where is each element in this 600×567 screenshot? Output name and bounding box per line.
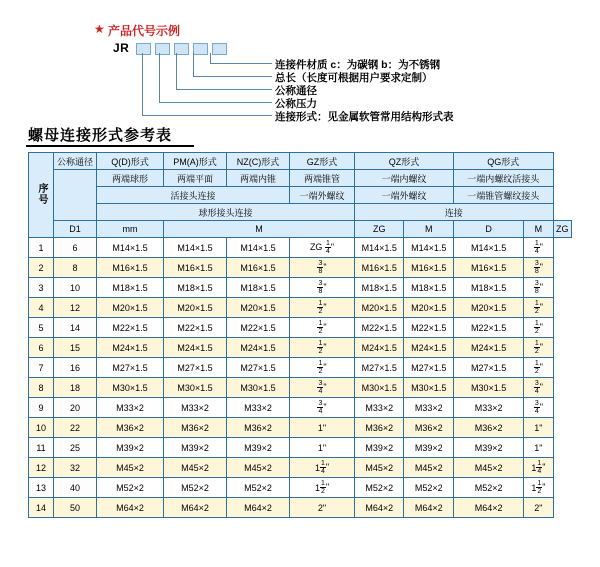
row-dn: 40 [54,478,97,498]
row-seq: 11 [29,438,54,458]
row-gz-zg: 1 $\frac{1}{4}$ " [290,458,355,478]
leader-vline-5 [142,53,143,115]
row-qd-m: M45×2 [97,458,164,478]
header-m-1: M [164,221,355,238]
row-seq: 9 [29,398,54,418]
section-underline [26,145,194,147]
row-qz-m: M20×1.5 [355,298,404,318]
code-box-2 [155,43,170,55]
row-nzc-m: M18×1.5 [227,278,290,298]
row-nzc-m: M22×1.5 [227,318,290,338]
row-qg-m: M14×1.5 [453,238,523,258]
header-qg: QG形式 [453,153,553,170]
table-row [29,238,572,258]
header-qd-sub: 两端球形 [97,170,164,187]
row-qg-zg: $\frac{1}{2}$ " [524,358,553,378]
legend-label-material: 连接件材质 c：为碳钢 b：为不锈钢 [275,59,441,71]
row-gz-zg: 2" [290,498,355,518]
row-qd-m: M36×2 [97,418,164,438]
row-pma-m: M24×1.5 [164,338,227,358]
row-pma-m: M18×1.5 [164,278,227,298]
row-seq: 5 [29,318,54,338]
leader-hline-3 [176,89,272,90]
header-zg-2: ZG [553,221,571,238]
leader-hline-1 [210,63,272,64]
row-seq: 10 [29,418,54,438]
header-unit-mm: mm [97,221,164,238]
table-row [29,378,572,398]
legend-title: 产品代号示例 [108,24,181,38]
leader-vline-3 [176,53,177,89]
row-dn: 18 [54,378,97,398]
row-qz-d: M45×2 [404,458,453,478]
row-qd-m: M14×1.5 [97,238,164,258]
header-m-3: M [524,221,553,238]
row-qg-m: M52×2 [453,478,523,498]
header-pma: PM(A)形式 [164,153,227,170]
row-pma-m: M16×1.5 [164,258,227,278]
nut-connection-table [28,152,572,518]
row-gz-zg: $\frac{1}{2}$ " [290,298,355,318]
row-nzc-m: M14×1.5 [227,238,290,258]
leader-vline-4 [159,53,160,102]
code-box-1 [136,43,151,55]
row-gz-zg: 1 $\frac{1}{2}$ " [290,478,355,498]
row-nzc-m: M20×1.5 [227,298,290,318]
row-dn: 20 [54,398,97,418]
legend-label-length: 总长（长度可根据用户要求定制） [275,72,433,84]
row-seq: 6 [29,338,54,358]
row-nzc-m: M39×2 [227,438,290,458]
header-nzc-sub: 两端内锥 [227,170,290,187]
table-row [29,418,572,438]
header-zg-1: ZG [355,221,404,238]
row-nzc-m: M24×1.5 [227,338,290,358]
leader-hline-2 [193,76,272,77]
row-seq: 1 [29,238,54,258]
header-union-connect: 活接头连接 [97,187,290,204]
row-qz-d: M14×1.5 [404,238,453,258]
header-union-connect-2: 一端外螺纹 [290,187,355,204]
row-dn: 6 [54,238,97,258]
row-qg-m: M27×1.5 [453,358,523,378]
row-dn: 22 [54,418,97,438]
header-ball-joint: 球形接头连接 [97,204,355,221]
row-qz-d: M36×2 [404,418,453,438]
header-d-col: D [453,221,523,238]
table-body [29,238,572,518]
product-code-legend [0,0,600,123]
table-header-row-2 [29,170,572,187]
legend-label-dn: 公称通径 [275,85,317,97]
row-qg-zg: $\frac{3}{8}$ " [524,278,553,298]
header-gz-sub: 两端锥管 [290,170,355,187]
row-qz-d: M64×2 [404,498,453,518]
row-qz-m: M52×2 [355,478,404,498]
legend-label-conn: 连接形式：见金属软管常用结构形式表 [275,111,454,123]
row-dn: 14 [54,318,97,338]
row-qz-d: M22×1.5 [404,318,453,338]
table-row [29,338,572,358]
row-seq: 14 [29,498,54,518]
row-dn: 25 [54,438,97,458]
row-qg-zg: $\frac{1}{4}$ " [524,238,553,258]
row-qg-zg: $\frac{1}{2}$ " [524,318,553,338]
row-qz-m: M33×2 [355,398,404,418]
row-qz-m: M18×1.5 [355,278,404,298]
row-nzc-m: M64×2 [227,498,290,518]
row-qg-m: M18×1.5 [453,278,523,298]
row-pma-m: M45×2 [164,458,227,478]
leader-hline-4 [159,102,272,103]
row-qz-m: M45×2 [355,458,404,478]
section-title: 螺母连接形式参考表 [28,127,173,144]
row-qz-m: M27×1.5 [355,358,404,378]
table-row [29,278,572,298]
table-row [29,438,572,458]
row-seq: 12 [29,458,54,478]
row-gz-zg: $\frac{1}{2}$ " [290,318,355,338]
row-qz-m: M64×2 [355,498,404,518]
row-qz-d: M16×1.5 [404,258,453,278]
row-qg-zg: $\frac{3}{8}$ " [524,258,553,278]
table-row [29,318,572,338]
row-gz-zg: 1" [290,418,355,438]
row-nzc-m: M30×1.5 [227,378,290,398]
row-qd-m: M22×1.5 [97,318,164,338]
table-row [29,458,572,478]
row-seq: 4 [29,298,54,318]
row-nzc-m: M45×2 [227,458,290,478]
row-qd-m: M20×1.5 [97,298,164,318]
row-qz-d: M39×2 [404,438,453,458]
row-qg-m: M36×2 [453,418,523,438]
row-nzc-m: M27×1.5 [227,358,290,378]
row-qg-zg: $\frac{3}{4}$ " [524,398,553,418]
row-qg-zg: 1 $\frac{1}{2}$ " [524,478,553,498]
table-row [29,358,572,378]
row-pma-m: M64×2 [164,498,227,518]
table-row [29,398,572,418]
row-nzc-m: M33×2 [227,398,290,418]
row-gz-zg: 1" [290,438,355,458]
row-pma-m: M39×2 [164,438,227,458]
row-gz-zg: $\frac{1}{2}$ " [290,338,355,358]
table-header-row-3 [29,187,572,204]
row-qz-m: M14×1.5 [355,238,404,258]
row-qg-m: M30×1.5 [453,378,523,398]
header-qg-sub: 一端内螺纹活接头 [453,170,553,187]
row-pma-m: M20×1.5 [164,298,227,318]
row-seq: 13 [29,478,54,498]
row-qg-m: M20×1.5 [453,298,523,318]
row-qz-m: M24×1.5 [355,338,404,358]
row-qg-m: M33×2 [453,398,523,418]
row-pma-m: M36×2 [164,418,227,438]
row-qd-m: M16×1.5 [97,258,164,278]
row-qg-zg: $\frac{3}{4}$ " [524,378,553,398]
leader-vline-2 [193,53,194,76]
row-dn: 15 [54,338,97,358]
row-qd-m: M39×2 [97,438,164,458]
row-gz-zg: $\frac{3}{8}$ " [290,258,355,278]
header-qz-sub: 一端内螺纹 [355,170,454,187]
table-header-row-4 [29,204,572,221]
row-qz-m: M39×2 [355,438,404,458]
row-qd-m: M27×1.5 [97,358,164,378]
leader-vline-1 [210,53,211,63]
row-qg-m: M39×2 [453,438,523,458]
row-qz-d: M27×1.5 [404,358,453,378]
row-seq: 3 [29,278,54,298]
row-qz-d: M24×1.5 [404,338,453,358]
code-prefix: JR [113,41,130,55]
row-dn: 12 [54,298,97,318]
row-qg-zg: 2" [524,498,553,518]
row-pma-m: M52×2 [164,478,227,498]
row-nzc-m: M52×2 [227,478,290,498]
table-row [29,478,572,498]
leader-hline-5 [142,115,272,116]
row-qg-zg: 1" [524,418,553,438]
row-qg-m: M45×2 [453,458,523,478]
header-seq: 序号 [29,153,54,238]
row-gz-zg: $\frac{1}{2}$ " [290,358,355,378]
row-qz-m: M30×1.5 [355,378,404,398]
row-gz-zg: $\frac{3}{8}$ " [290,278,355,298]
row-qz-d: M30×1.5 [404,378,453,398]
row-gz-zg: $\frac{3}{4}$ " [290,398,355,418]
row-dn: 32 [54,458,97,478]
header-m-2: M [404,221,453,238]
table-row [29,498,572,518]
row-qg-m: M24×1.5 [453,338,523,358]
code-box-5 [212,43,227,55]
row-qg-zg: $\frac{1}{2}$ " [524,338,553,358]
header-qz: QZ形式 [355,153,454,170]
table-header-row-1 [29,153,572,170]
row-qg-m: M64×2 [453,498,523,518]
star-icon: ★ [94,22,105,36]
row-qz-d: M33×2 [404,398,453,418]
row-dn: 10 [54,278,97,298]
row-pma-m: M22×1.5 [164,318,227,338]
row-qd-m: M64×2 [97,498,164,518]
row-qz-m: M16×1.5 [355,258,404,278]
row-seq: 7 [29,358,54,378]
row-qd-m: M52×2 [97,478,164,498]
row-pma-m: M30×1.5 [164,378,227,398]
legend-label-pn: 公称压力 [275,98,317,110]
header-connect: 连接 [355,204,554,221]
code-box-4 [193,43,208,55]
header-dn: 公称通径 [54,153,97,170]
row-qz-d: M20×1.5 [404,298,453,318]
row-qd-m: M24×1.5 [97,338,164,358]
row-dn: 50 [54,498,97,518]
row-pma-m: M14×1.5 [164,238,227,258]
row-qz-d: M52×2 [404,478,453,498]
header-male-thread: 一端外螺纹 [355,187,454,204]
row-qz-m: M22×1.5 [355,318,404,338]
row-gz-zg: ZG $\frac{1}{4}$ " [290,238,355,258]
header-nzc: NZ(C)形式 [227,153,290,170]
code-boxes [136,43,227,55]
header-taper-union: 一端锥管螺纹接头 [453,187,553,204]
row-qd-m: M30×1.5 [97,378,164,398]
row-pma-m: M33×2 [164,398,227,418]
row-gz-zg: $\frac{3}{4}$ " [290,378,355,398]
header-gz: GZ形式 [290,153,355,170]
row-dn: 8 [54,258,97,278]
row-qg-zg: 1" [524,438,553,458]
header-d1: D1 [54,221,97,238]
row-qg-m: M16×1.5 [453,258,523,278]
row-qz-d: M18×1.5 [404,278,453,298]
row-nzc-m: M16×1.5 [227,258,290,278]
row-qd-m: M18×1.5 [97,278,164,298]
header-pma-sub: 两端平面 [164,170,227,187]
row-qz-m: M36×2 [355,418,404,438]
row-seq: 8 [29,378,54,398]
row-qg-zg: $\frac{1}{2}$ " [524,298,553,318]
table-head [29,153,572,238]
row-seq: 2 [29,258,54,278]
table-row [29,298,572,318]
table-row [29,258,572,278]
row-qg-m: M22×1.5 [453,318,523,338]
row-nzc-m: M36×2 [227,418,290,438]
table-header-row-5 [29,221,572,238]
header-dn-blank [54,170,97,221]
row-dn: 16 [54,358,97,378]
row-qd-m: M33×2 [97,398,164,418]
header-qd: Q(D)形式 [97,153,164,170]
row-qg-zg: 1 $\frac{1}{4}$ " [524,458,553,478]
row-pma-m: M27×1.5 [164,358,227,378]
